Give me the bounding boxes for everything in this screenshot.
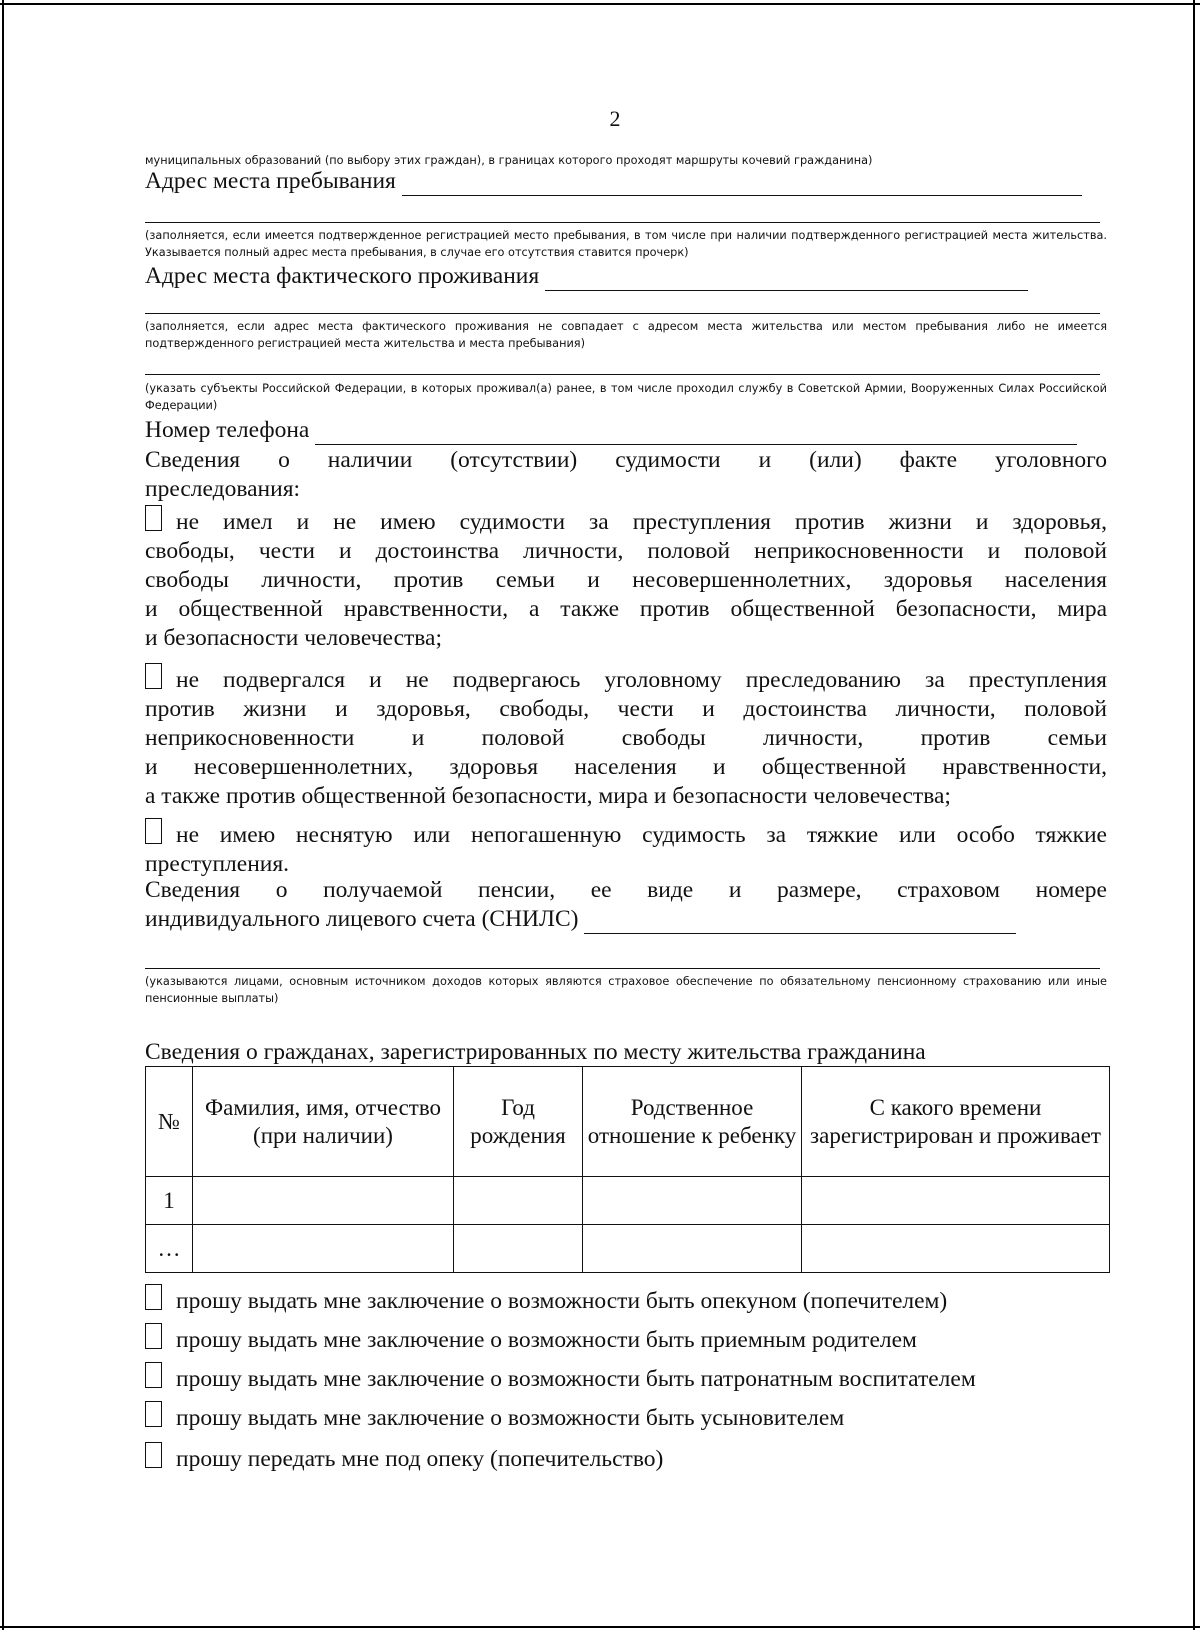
col-full-name: Фамилия, имя, отчество (при наличии) bbox=[193, 1067, 454, 1177]
col-relation: Родственное отношение к ребенку bbox=[583, 1067, 802, 1177]
scan-edge-bottom bbox=[0, 1626, 1200, 1628]
stay-address-line-2[interactable] bbox=[145, 222, 1100, 223]
criminal-heading-cont: преследования: bbox=[145, 476, 301, 502]
request-patronage-educator-checkbox[interactable] bbox=[145, 1362, 162, 1388]
table-row bbox=[146, 1177, 1110, 1225]
cell-full-name[interactable] bbox=[193, 1225, 454, 1273]
phone-field[interactable] bbox=[315, 422, 1077, 445]
row-number: … bbox=[146, 1225, 193, 1273]
row-number: 1 bbox=[146, 1177, 193, 1225]
actual-address-note: (заполняется, если адрес места фактического проживания не совпадает с адресом места жительства или местом пребывания либо не имеется подтвержденного регистрацией места жительства и места пребывания) bbox=[145, 320, 1107, 350]
snils-field[interactable] bbox=[584, 911, 1016, 934]
previous-regions-note: (указать субъекты Российской Федерации, в которых проживал(а) ранее, в том числе проходил службу в Советской Армии, Вооруженных Силах Российской Федерации) bbox=[145, 382, 1107, 412]
pension-line-2[interactable] bbox=[145, 968, 1100, 969]
cell-full-name[interactable] bbox=[193, 1177, 454, 1225]
actual-address-row bbox=[145, 262, 1107, 291]
actual-address-field[interactable] bbox=[545, 268, 1028, 291]
cell-birth-year[interactable] bbox=[454, 1177, 583, 1225]
request-guardian: прошу выдать мне заключение о возможности быть опекуном (попечителем) bbox=[145, 1284, 947, 1315]
actual-address-line-2[interactable] bbox=[145, 313, 1100, 314]
cell-birth-year[interactable] bbox=[454, 1225, 583, 1273]
scan-edge-top bbox=[0, 3, 1200, 5]
col-number: № bbox=[146, 1067, 193, 1177]
phone-label: Номер телефона bbox=[145, 417, 310, 443]
criminal-option-1-checkbox[interactable] bbox=[145, 505, 162, 531]
table-row bbox=[146, 1225, 1110, 1273]
criminal-option-2: не подвергался и не подвергаюсь уголовному преследованию за преступления против жизни и здоровья, свободы, чести и достоинства личности, половой неприкосновенности и половой свободы личности, против семьи и несовершеннолетних, здоровья населения и общественной нравственности, а также против общественной безопасности, мира и безопасности человечества; bbox=[145, 663, 1107, 811]
cell-registered-since[interactable] bbox=[802, 1225, 1110, 1273]
criminal-option-1: не имел и не имею судимости за преступления против жизни и здоровья, свободы, чести и достоинства личности, половой неприкосновенности и половой свободы личности, против семьи и несовершеннолетних, здоровья населения и общественной нравственности, а также против общественной безопасности, мира и безопасности человечества; bbox=[145, 505, 1107, 653]
request-foster-parent-checkbox[interactable] bbox=[145, 1323, 162, 1349]
scan-edge-right bbox=[1193, 0, 1195, 1630]
request-guardianship-transfer: прошу передать мне под опеку (попечительство) bbox=[145, 1442, 663, 1473]
criminal-option-3-checkbox[interactable] bbox=[145, 818, 162, 844]
request-guardian-checkbox[interactable] bbox=[145, 1284, 162, 1310]
criminal-option-2-checkbox[interactable] bbox=[145, 663, 162, 689]
page-number: 2 bbox=[609, 106, 621, 131]
criminal-heading: Сведения о наличии (отсутствии) судимости и (или) факте уголовного bbox=[145, 447, 1107, 473]
table-header-row bbox=[146, 1067, 1110, 1177]
pension-note: (указываются лицами, основным источником доходов которых являются страховое обеспечение по обязательному пенсионному страхованию или иные пенсионные выплаты) bbox=[145, 975, 1107, 1005]
stay-address-row bbox=[145, 167, 1107, 196]
pension-label: индивидуального лицевого счета (СНИЛС) bbox=[145, 906, 579, 932]
request-adopter: прошу выдать мне заключение о возможности быть усыновителем bbox=[145, 1401, 844, 1432]
criminal-option-3: не имею неснятую или непогашенную судимость за тяжкие или особо тяжкие преступления. bbox=[145, 818, 1107, 879]
request-foster-parent: прошу выдать мне заключение о возможности быть приемным родителем bbox=[145, 1323, 917, 1354]
previous-regions-field[interactable] bbox=[145, 374, 1100, 375]
cell-registered-since[interactable] bbox=[802, 1177, 1110, 1225]
registered-table-caption: Сведения о гражданах, зарегистрированных по месту жительства гражданина bbox=[145, 1039, 926, 1065]
stay-address-label: Адрес места пребывания bbox=[145, 168, 396, 194]
request-adopter-checkbox[interactable] bbox=[145, 1401, 162, 1427]
actual-address-label: Адрес места фактического проживания bbox=[145, 263, 540, 289]
col-birth-year: Год рождения bbox=[454, 1067, 583, 1177]
pension-heading: Сведения о получаемой пенсии, ее виде и размере, страховом номере bbox=[145, 877, 1107, 903]
request-guardianship-transfer-checkbox[interactable] bbox=[145, 1442, 162, 1468]
registered-persons-table bbox=[145, 1066, 1110, 1273]
scan-edge-left bbox=[2, 0, 4, 1630]
cell-relation[interactable] bbox=[583, 1225, 802, 1273]
stay-address-field[interactable] bbox=[402, 173, 1082, 196]
stay-address-note: (заполняется, если имеется подтвержденное регистрацией место пребывания, в том числе при наличии подтвержденного регистрацией места жительства. Указывается полный адрес места пребывания, в случае его отсутствия ставится прочерк) bbox=[145, 229, 1107, 259]
pension-row bbox=[145, 905, 1107, 934]
request-patronage-educator: прошу выдать мне заключение о возможности быть патронатным воспитателем bbox=[145, 1362, 976, 1393]
top-note: муниципальных образований (по выбору этих граждан), в границах которого проходят маршруты кочевий гражданина) bbox=[145, 154, 873, 167]
phone-row bbox=[145, 416, 1107, 445]
cell-relation[interactable] bbox=[583, 1177, 802, 1225]
col-registered-since: С какого времени зарегистрирован и проживает bbox=[802, 1067, 1110, 1177]
